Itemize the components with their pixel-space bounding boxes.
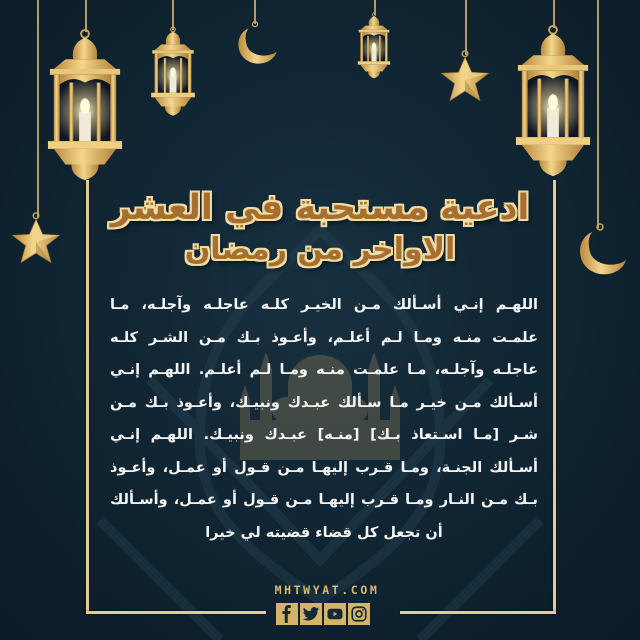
lantern-large-left — [46, 28, 124, 184]
dua-line: علمـت منـه ومـا لـم أعلـم، وأعـوذ بـك مـن الشـر كلـه — [110, 329, 538, 346]
string-star-right — [465, 0, 467, 55]
dua-line: اللهـم إنـي أسـألك مـن الخيـر كلـه عاجلـه وآجلـه، مـا — [110, 297, 538, 313]
instagram-icon[interactable] — [348, 603, 370, 625]
dua-text — [110, 289, 538, 549]
lantern-large-right — [514, 24, 592, 180]
frame-bottom-left — [86, 611, 266, 614]
lantern-small-center — [357, 12, 391, 80]
facebook-icon[interactable] — [276, 603, 298, 625]
twitter-icon[interactable] — [300, 603, 322, 625]
title-line-2: الاواخر من رمضان — [184, 232, 456, 267]
string-star-left — [37, 0, 39, 218]
frame-bottom-right — [400, 611, 556, 614]
dua-line: عاجلـه وآجلـه، مـا علمـت منـه ومـا لـم أعلـم. اللهـم إنـي — [110, 362, 538, 378]
lantern-small-left — [150, 26, 196, 118]
title-line-1: ادعية مستحبة في العشر — [110, 188, 530, 228]
dua-line: شـر [مـا اسـتعاذ بـك] [منـه] عبـدك ونبيـك. اللهـم إنـي — [110, 427, 538, 443]
site-url[interactable]: MHTWYAT.COM — [274, 583, 380, 597]
dua-line: بـك مـن النـار ومـا قـرب إليهـا مـن قـول أو عمـل، وأسـألك — [110, 492, 538, 508]
star-top-right-icon — [437, 50, 493, 106]
social-links — [276, 603, 370, 625]
crescent-top-icon — [230, 20, 280, 70]
youtube-icon[interactable] — [324, 603, 346, 625]
dua-line: أسـألك مـن خيـر مـا سـألك عبـدك ونبيـك، وأعـوذ بـك مـن — [110, 394, 538, 411]
dua-line: أسـألك الجنـة، ومـا قـرب إليهـا مـن قـول أو عمـل، وأعـوذ — [110, 459, 538, 476]
dua-line-last: أن تجعل كل قضاء قضيته لي خيرا — [205, 524, 443, 541]
